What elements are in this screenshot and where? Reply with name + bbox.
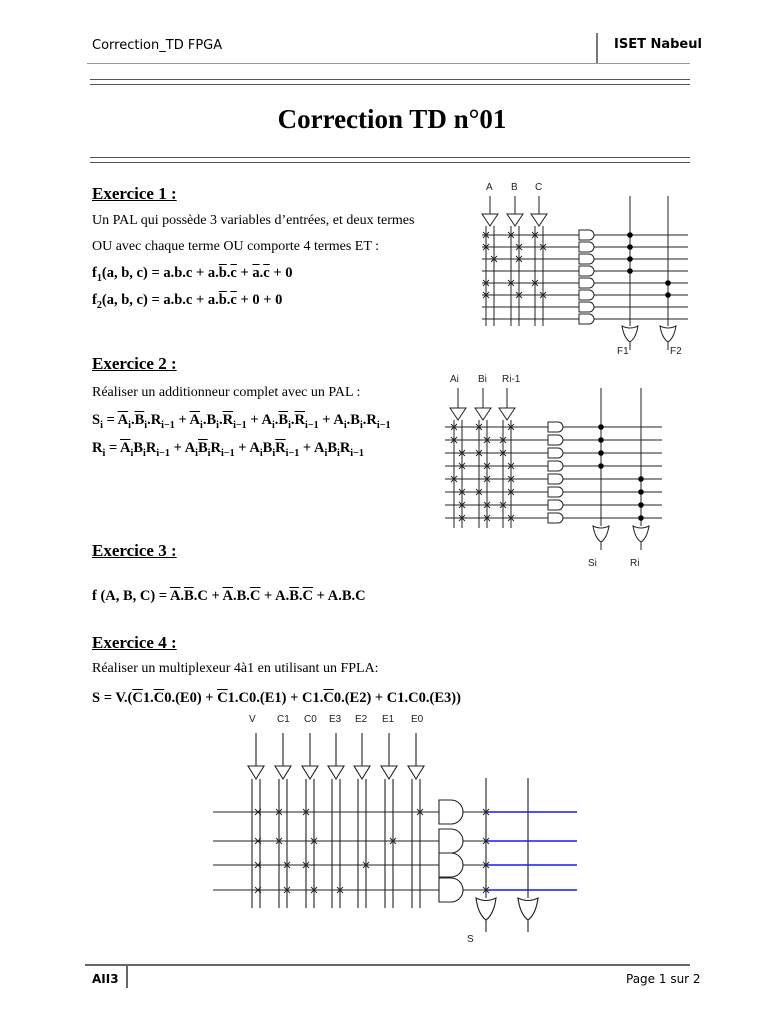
fpla-input-v: V bbox=[249, 714, 256, 725]
equation-s-mux: $S = V.(\overline{C}1.\overline{C}0.(E0) + \overline{C}1.C0.(E1) + C1.\overline{C}0.(E2) + C1.C0.(E3))$ bbox=[92, 690, 461, 706]
pal2-input-ai: Ai bbox=[450, 374, 459, 385]
footer-divider bbox=[126, 966, 128, 988]
title-rule-bottom bbox=[90, 157, 690, 163]
pal1-output-f2: F2 bbox=[670, 346, 682, 357]
header-rule bbox=[87, 63, 690, 64]
exercise-4-line-1: Réaliser un multiplexeur 4à1 en utilisant un FPLA: bbox=[92, 661, 379, 676]
fpla-input-c1: C1 bbox=[277, 714, 290, 725]
equation-ri: $R_i = \overline{A}_iB_iR_{i-1} + A_i\overline{B}_iR_{i-1} + A_iB_i\overline{R}_{i-1} + A_iB_iR_{i-1}$ bbox=[92, 440, 364, 459]
fpla-input-e3: E3 bbox=[329, 714, 342, 725]
header-divider bbox=[596, 33, 598, 63]
pal-diagram-ex2 bbox=[440, 370, 670, 570]
exercise-2-line-1: Réaliser un additionneur complet avec un PAL : bbox=[92, 385, 361, 400]
exercise-1-title: Exercice 1 : bbox=[92, 184, 177, 203]
pal2-output-si: Si bbox=[588, 558, 597, 569]
exercise-4-title: Exercice 4 : bbox=[92, 633, 177, 652]
fpla-input-e1: E1 bbox=[382, 714, 395, 725]
page-title: Correction TD n°01 bbox=[277, 104, 507, 134]
pal1-output-f1: F1 bbox=[617, 346, 629, 357]
header-institution: ISET Nabeul bbox=[614, 37, 702, 52]
pal2-input-ri: Ri-1 bbox=[502, 374, 521, 385]
fpla-input-e0: E0 bbox=[411, 714, 424, 725]
pal1-input-a: A bbox=[486, 182, 493, 193]
footer-page-number: Page 1 sur 2 bbox=[626, 972, 701, 986]
header-course-title: Correction_TD FPGA bbox=[92, 38, 223, 53]
fpla-input-e2: E2 bbox=[355, 714, 368, 725]
fpla-diagram-ex4 bbox=[205, 708, 595, 953]
pal1-input-b: B bbox=[511, 182, 518, 193]
equation-f1: $f_1(a$, b, $c) = a.b.c + a.\overline{b}.\overline{c} + \overline{a}.\overline{c} + 0$ bbox=[92, 265, 293, 284]
exercise-1-line-2: OU avec chaque terme OU comporte 4 termes ET : bbox=[92, 239, 380, 254]
equation-f-abc: f (A, B, $C) = \overline{A}.\overline{B}.C + \overline{A}.B.\overline{C} + A.\overline{B}.\overline{C} + A.B.C$ bbox=[92, 588, 366, 604]
equation-f2: $f_2(a$, b, $c) = a.b.c + a.\overline{b}.\overline{c} + 0 + 0$ bbox=[92, 292, 283, 311]
pal2-input-bi: Bi bbox=[478, 374, 487, 385]
equation-si: $S_i = \overline{A}_i.\overline{B}_i.R_{i-1} + \overline{A}_i.B_i.\overline{R}_{i-1} + A_i.\overline{B}_i.\overline{R}_{i-1} + A_i.B_i.R_{i-1}$ bbox=[92, 412, 391, 431]
pal1-input-c: C bbox=[535, 182, 543, 193]
footer-class: AII3 bbox=[92, 972, 119, 986]
fpla-input-c0: C0 bbox=[304, 714, 317, 725]
pal2-output-ri: Ri bbox=[630, 558, 640, 569]
footer-rule bbox=[85, 964, 690, 966]
title-rule-top bbox=[90, 79, 690, 85]
fpla-output-s: S bbox=[467, 934, 474, 945]
exercise-1-line-1: Un PAL qui possède 3 variables d’entrées, et deux termes bbox=[92, 213, 415, 228]
exercise-3-title: Exercice 3 : bbox=[92, 541, 177, 560]
exercise-2-title: Exercice 2 : bbox=[92, 354, 177, 373]
pal-diagram-ex1 bbox=[474, 178, 694, 358]
